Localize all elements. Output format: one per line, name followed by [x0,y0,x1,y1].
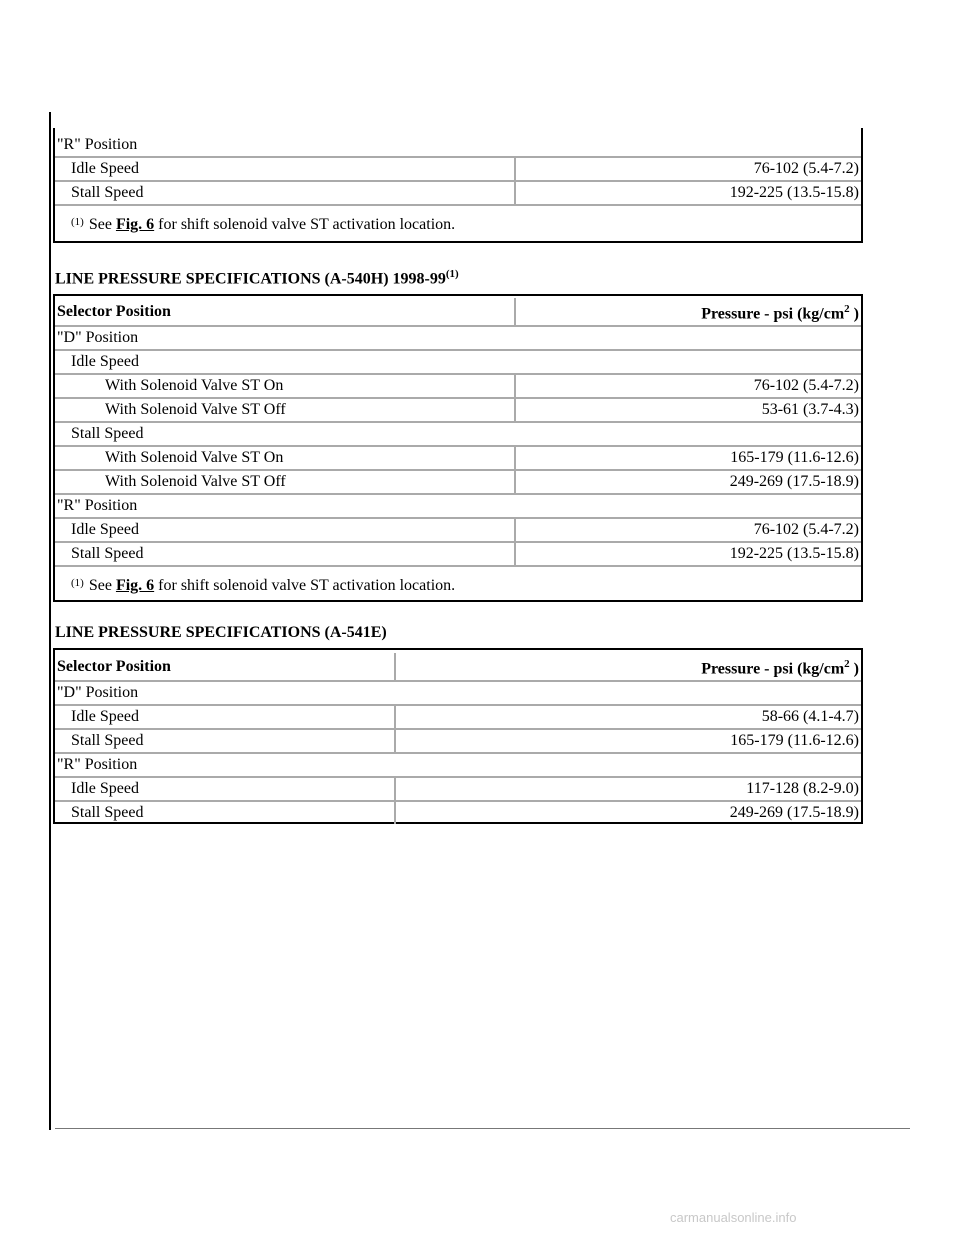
table-row [55,542,861,566]
header-pressure-text: Pressure - psi (kg/cm [701,660,845,678]
row-value: 53-61 (3.7-4.3) [515,398,861,422]
header-pressure-end: ) [849,660,859,678]
footnote-marker: (1) [71,216,84,228]
table-row [55,446,861,470]
row-label: "D" Position [55,681,861,705]
row-label: Stall Speed [55,542,515,566]
fig-6-link[interactable]: Fig. 6 [115,577,155,595]
row-label: Stall Speed [71,804,144,822]
header-pressure-text: Pressure - psi (kg/cm [701,305,845,323]
row-label: With Solenoid Valve ST On [55,374,515,398]
row-label: "R" Position [55,753,861,777]
row-label: With Solenoid Valve ST Off [55,398,515,422]
table-row [55,777,861,801]
footer-rule [55,1128,910,1129]
footnote-pre: See [88,577,112,595]
table-row [55,134,861,157]
table-row [55,181,861,205]
row-value: 192-225 (13.5-15.8) [515,181,861,205]
row-label: Idle Speed [55,157,515,181]
table2-title: LINE PRESSURE SPECIFICATIONS (A-541E) [55,624,387,641]
table-row [55,494,861,518]
row-value: 76-102 (5.4-7.2) [515,374,861,398]
header-selector-position: Selector Position [55,298,515,326]
table-row [55,518,861,542]
table1-body [55,298,861,602]
row-label: Idle Speed [55,705,395,729]
row-label: Stall Speed [55,422,861,446]
row-value: 58-66 (4.1-4.7) [395,705,861,729]
row-label: With Solenoid Valve ST On [55,446,515,470]
row-value: 76-102 (5.4-7.2) [515,157,861,181]
row-value: 165-179 (11.6-12.6) [515,446,861,470]
row-label: Stall Speed [55,729,395,753]
table-row [55,705,861,729]
row-value: 165-179 (11.6-12.6) [395,729,861,753]
footnote-text: for shift solenoid valve ST activation location. [158,577,456,595]
row-value: 76-102 (5.4-7.2) [515,518,861,542]
row-label: Idle Speed [55,350,861,374]
row-value: 249-269 (17.5-18.9) [515,470,861,494]
row-label: Idle Speed [55,777,395,801]
page-margin-rule [49,112,51,1130]
watermark: carmanualsonline.info [670,1210,797,1225]
row-label: With Solenoid Valve ST Off [55,470,515,494]
row-value: 192-225 (13.5-15.8) [515,542,861,566]
header-selector-position: Selector Position [55,653,395,681]
table2 [55,653,861,824]
table-row [55,470,861,494]
table-row [55,729,861,753]
table-row [55,326,861,350]
header-pressure-end: ) [849,305,859,323]
header-pressure [395,653,861,681]
table0-body [55,134,861,241]
table1-title [55,268,459,288]
table1-title-footnote-ref: (1) [445,268,459,280]
table1-title-text: LINE PRESSURE SPECIFICATIONS (A-540H) 1998-99 [55,270,446,288]
row-label: Stall Speed [55,181,515,205]
footnote [55,566,861,602]
header-pressure [515,298,861,326]
footnote-row [55,566,861,602]
row-label: "R" Position [55,134,861,157]
table1 [55,298,861,602]
row-value: 249-269 (17.5-18.9) [395,801,861,824]
footnote-row [55,205,861,241]
table-header-row [55,298,861,326]
table-row [55,801,861,824]
footnote [55,205,861,241]
row-label: Idle Speed [55,518,515,542]
fig-6-link[interactable]: Fig. 6 [115,216,155,233]
table-header-row [55,653,861,681]
table-row [55,398,861,422]
row-label: "R" Position [55,494,861,518]
table0 [55,134,861,241]
footnote-text: for shift solenoid valve ST activation location. [158,216,456,233]
header-pressure-sup: 2 [844,303,850,315]
header-pressure-sup: 2 [844,658,850,670]
table-row [55,422,861,446]
footnote-marker: (1) [71,577,84,590]
row-label: "D" Position [55,326,861,350]
row-value: 117-128 (8.2-9.0) [395,777,861,801]
footnote-pre: See [88,216,112,233]
table-row [55,350,861,374]
table2-body [55,653,861,824]
table-row [55,681,861,705]
table-row [55,157,861,181]
table-row [55,374,861,398]
table-row [55,753,861,777]
